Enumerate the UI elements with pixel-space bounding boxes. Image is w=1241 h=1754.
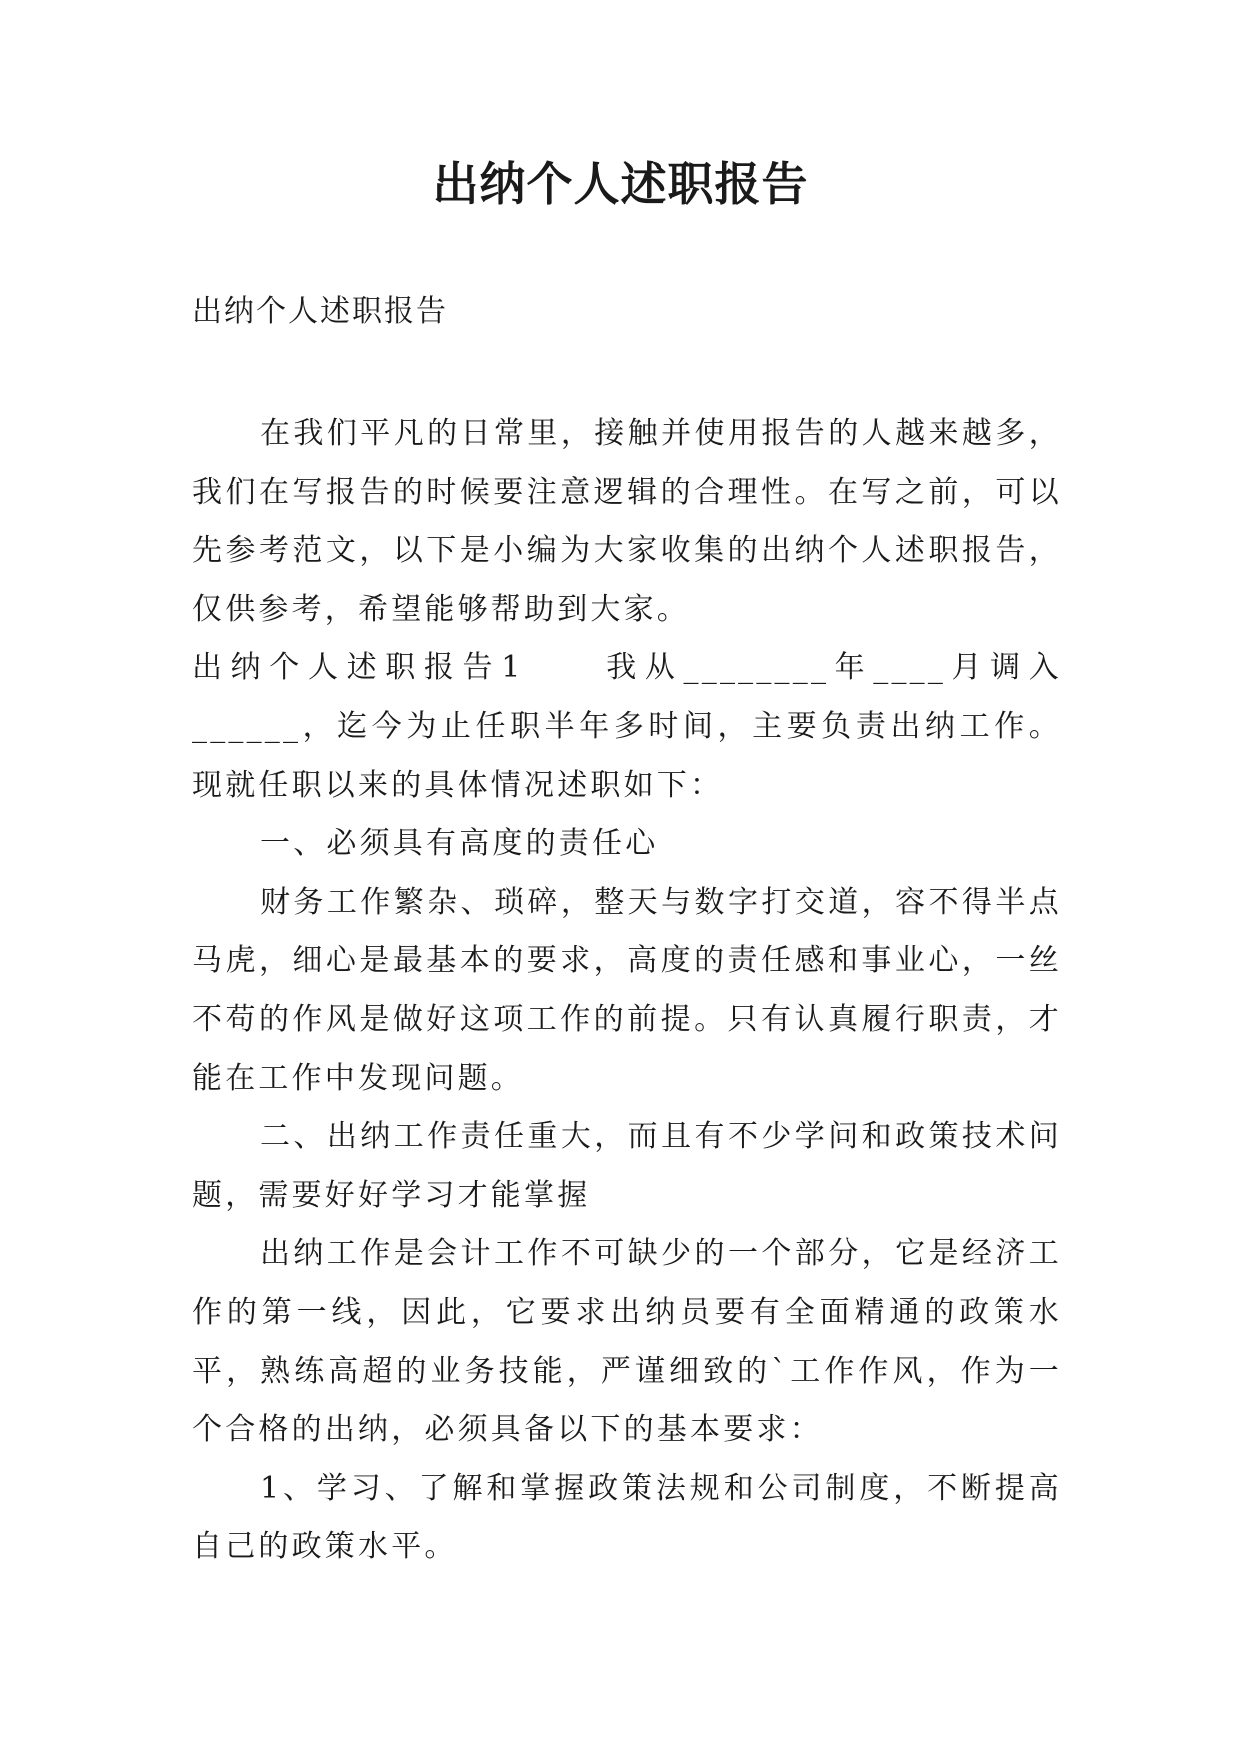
list-item-1: 1、学习、了解和掌握政策法规和公司制度，不断提高自己的政策水平。 xyxy=(192,1470,1062,1565)
document-body xyxy=(192,405,1062,1577)
body-paragraph: 财务工作繁杂、琐碎，整天与数字打交道，容不得半点马虎，细心是最基本的要求，高度的责任感和事业心，一丝不苟的作风是做好这项工作的前提。只有认真履行职责，才能在工作中发现问题。 xyxy=(192,884,1062,1096)
section-heading-1: 一、必须具有高度的责任心 xyxy=(260,826,659,862)
document-title: 出纳个人述职报告 xyxy=(432,157,809,211)
intro-paragraph: 在我们平凡的日常里，接触并使用报告的人越来越多，我们在写报告的时候要注意逻辑的合理性。在写之前，可以先参考范文，以下是小编为大家收集的出纳个人述职报告，仅供参考，希望能够帮助到大家。 xyxy=(192,416,1062,627)
document-subtitle: 出纳个人述职报告 xyxy=(192,294,448,329)
report-1-opening-paragraph: 出纳个人述职报告1 我从________年____月调入______，迄今为止任职半年多时间，主要负责出纳工作。现就任职以来的具体情况述职如下： xyxy=(192,650,1062,803)
body-paragraph: 出纳工作是会计工作不可缺少的一个部分，它是经济工作的第一线，因此，它要求出纳员要有全面精通的政策水平，熟练高超的业务技能，严谨细致的`工作作风，作为一个合格的出纳，必须具备以下的基本要求： xyxy=(192,1236,1062,1448)
section-heading-2: 二、出纳工作责任重大，而且有不少学问和政策技术问题，需要好好学习才能掌握 xyxy=(192,1119,1062,1213)
